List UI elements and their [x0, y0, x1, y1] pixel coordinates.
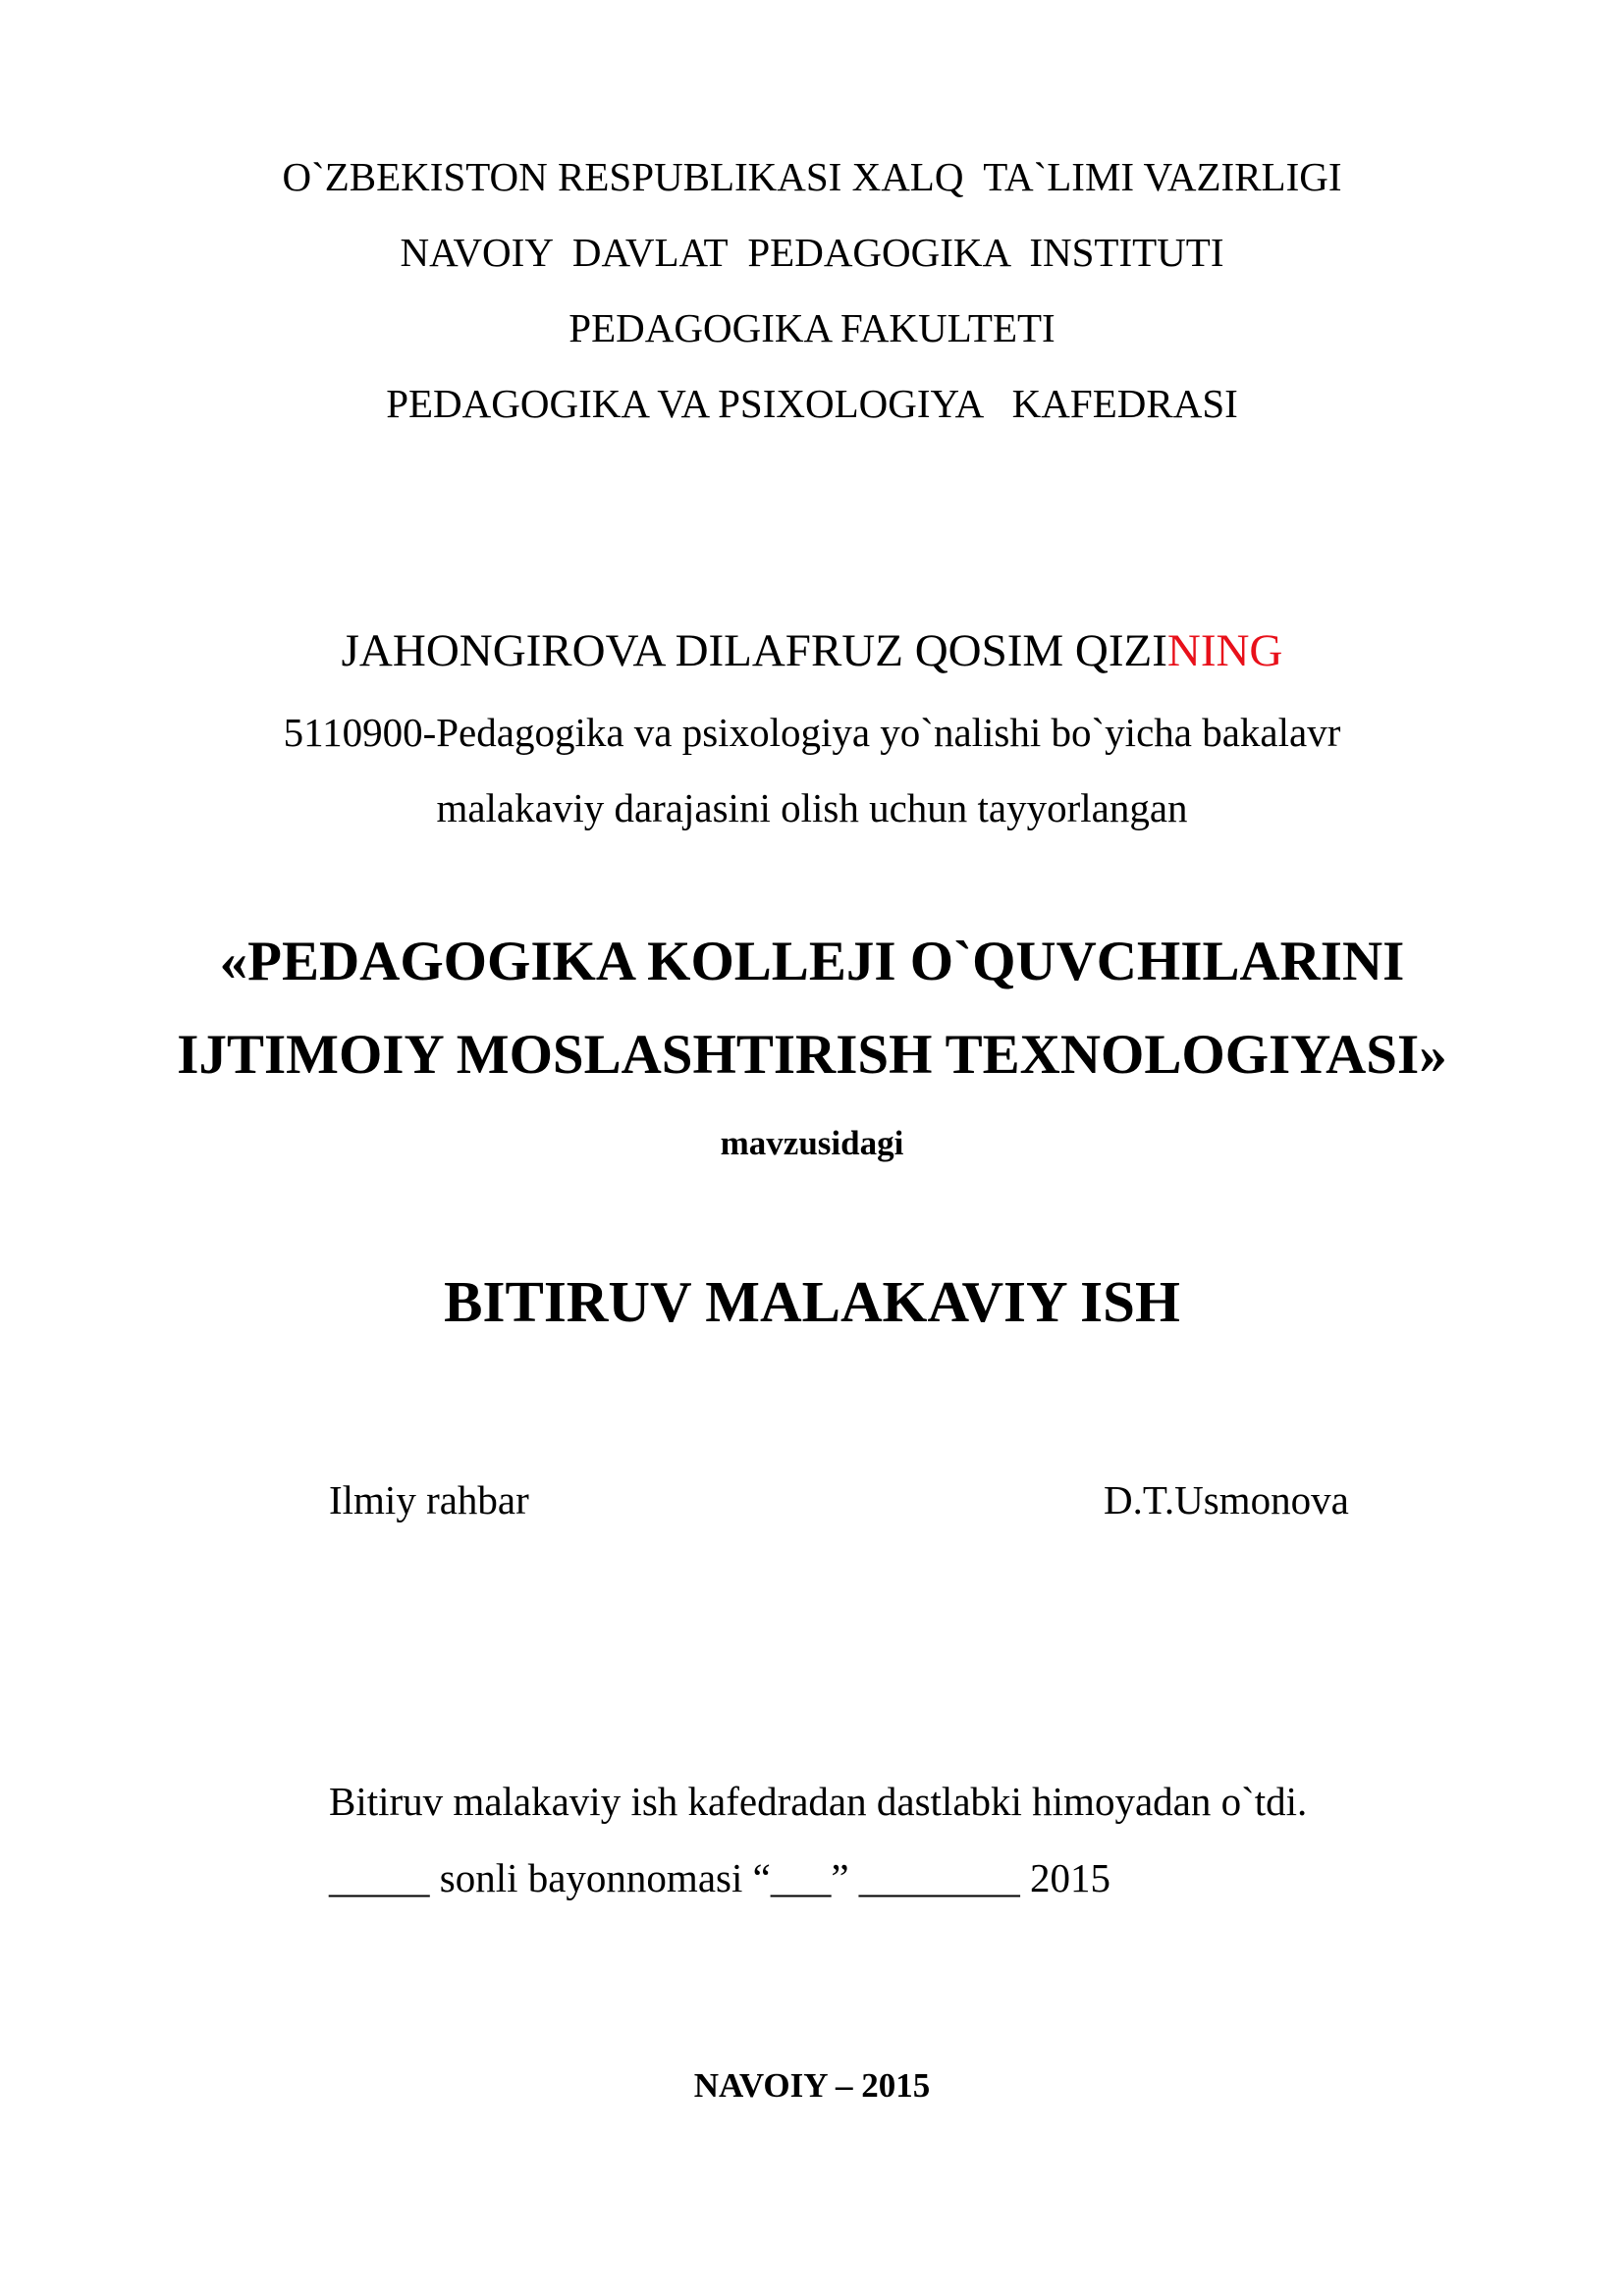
defense-statement: Bitiruv malakaviy ish kafedradan dastlabki himoyadan o`tdi. [329, 1779, 1308, 1824]
author-name-line [0, 625, 1624, 676]
topic-title-line-2: IJTIMOIY MOSLASHTIRISH TEXNOLOGIYASI» [177, 1024, 1447, 1086]
work-type-title: BITIRUV MALAKAVIY ISH [444, 1269, 1180, 1334]
author-name-suffix: NING [1166, 625, 1283, 676]
purpose-line-1: 5110900-Pedagogika va psixologiya yo`nalishi bo`yicha bakalavr [283, 710, 1341, 755]
topic-title-line-1: «PEDAGOGIKA KOLLEJI O`QUVCHILARINI [219, 931, 1405, 992]
protocol-line: _____ sonli bayonnomasi “___” ________ 2015 [329, 1855, 1111, 1900]
ministry-heading: O`ZBEKISTON RESPUBLIKASI XALQ TA`LIMI VAZIRLIGI [282, 154, 1342, 199]
supervisor-label: Ilmiy rahbar [329, 1477, 529, 1522]
institute-heading: NAVOIY DAVLAT PEDAGOGIKA INSTITUTI [400, 230, 1224, 275]
supervisor-name: D.T.Usmonova [1104, 1477, 1349, 1522]
faculty-heading: PEDAGOGIKA FAKULTETI [568, 305, 1056, 350]
topic-caption: mavzusidagi [720, 1124, 904, 1162]
purpose-line-2: malakaviy darajasini olish uchun tayyorlangan [436, 785, 1188, 830]
department-heading: PEDAGOGIKA VA PSIXOLOGIYA KAFEDRASI [386, 381, 1238, 426]
author-name: JAHONGIROVA DILAFRUZ QOSIM QIZI [341, 625, 1167, 676]
city-year: NAVOIY – 2015 [693, 2066, 931, 2105]
